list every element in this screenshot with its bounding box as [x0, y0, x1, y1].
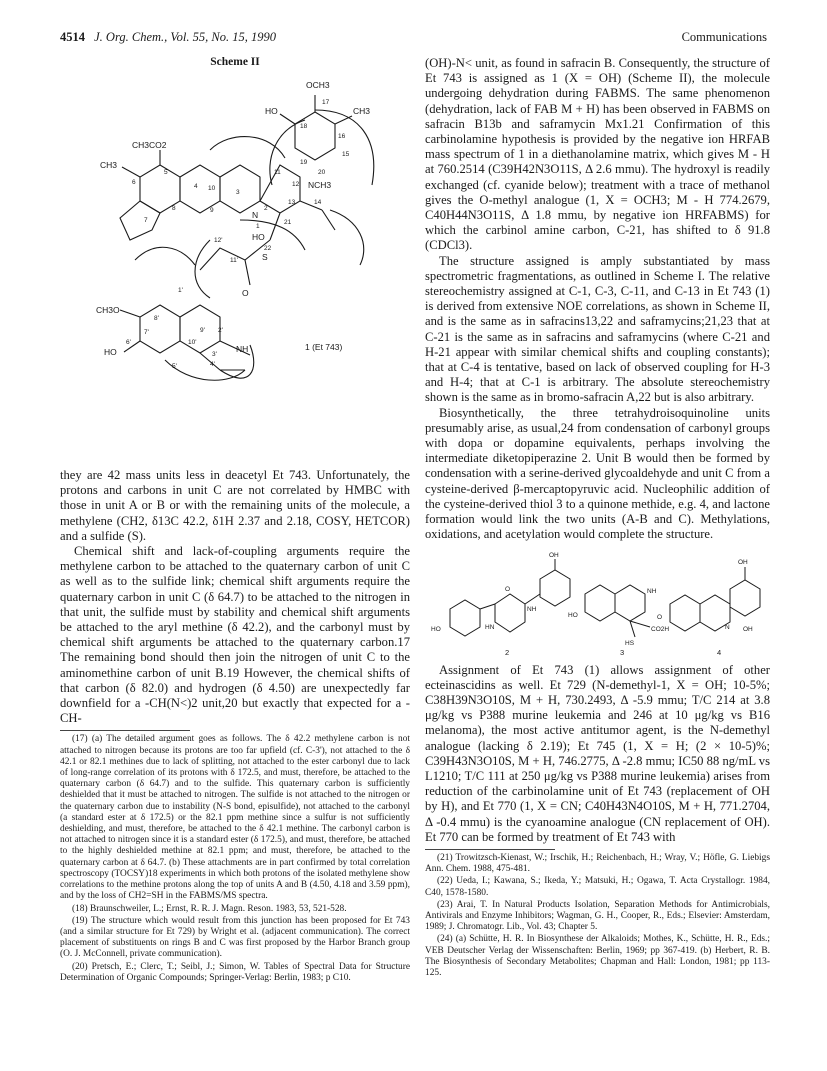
- atom-number-2: 2: [264, 205, 268, 212]
- footnote-rule-left: [60, 730, 190, 731]
- atom-ho-2: HO: [431, 625, 441, 633]
- footnote-17: (17) (a) The detailed argument goes as follows. The δ 42.2 methylene carbon is not attached to nitrogen because its protons are too far upfield (cf. C-3'), not attached to the δ 42.1 or 82.1 methines due to lack of splitting, not attached to the ester carbonyl due to lack of long-range correlation of its protons with δ 172.5, and must, therefore, be attached to the quaternary carbon (δ 64.7) and to the sulfide. This quaternary carbon is sufficiently deshielded that it must be attached to nitrogen. The sulfide is not attached to the nitrogen or the quaternary carbon due to instability (N-S bond, episulfide), not attached to the carbonyl (a standard ester at δ 172.5) or the 82.1 ppm methine since a sulfur is not sufficiently deshielding, and must, therefore, be attached to the δ 42.1 methine. The carbonyl carbon is not attached to nitrogen since it is a standard ester (δ 172.5), and must, therefore, be attached to the highly deshielded methine at 82.1 ppm; and must, therefore, be attached to the quaternary carbon at δ 64.7. (b) These attachments are in part confirmed by total correlation spectroscopy (TOCSY)18 experiments in which both protons of the isolated methylene show correlations to the methine protons along the top of units A and B (4.50, 4.18 and 3.59 ppm), and by the loss of CH2=SH in the FABMS/MS spectra.: [60, 734, 410, 902]
- atom-number-15: 15: [342, 151, 350, 158]
- atom-number-1p: 1': [178, 287, 183, 294]
- left-paragraph-2: Chemical shift and lack-of-coupling arguments require the methylene carbon to be attached to the quaternary carbon of unit C as well as to the sulfide link; chemical shift arguments require the quaternary carbon in unit C (δ 64.7) to be attached to the nitrogen in that unit, the sulfide must by stability and chemical shift arguments be attached to the aryl methine (δ 42.2), and the carbonyl must by chemical shift arguments be attached to the quaternary carbon.17 The remaining bond should then join the nitrogen of unit C to the aminomethine carbon of unit B.19 However, the chemical shifts of that carbon (δ 82.0) and hydrogen (δ 4.50) are unexpectedly far downfield for a -CH(N<)2 unit,20 but exactly that expected for a -CH-: [60, 544, 410, 726]
- footnote-22: (22) Ueda, I.; Kawana, S.; Ikeda, Y.; Matsuki, H.; Ogawa, T. Acta Crystallogr. 1984, C40, 1578-1580.: [425, 876, 770, 898]
- atom-number-11: 11: [274, 169, 281, 176]
- atom-number-18: 18: [300, 123, 308, 130]
- compound-label-1: 1 (Et 743): [305, 342, 343, 352]
- label-nh: NH: [236, 344, 249, 354]
- section-name: Communications: [681, 30, 767, 44]
- atom-number-9: 9: [210, 207, 214, 214]
- footnote-rule-right: [425, 849, 555, 850]
- atom-nh-3: NH: [647, 587, 657, 595]
- label-n: N: [252, 210, 259, 220]
- atom-number-7: 7: [144, 217, 148, 224]
- atom-number-4: 4: [194, 183, 198, 190]
- atom-number-1: 1: [256, 223, 260, 230]
- running-header: [60, 30, 767, 50]
- left-paragraph-1: they are 42 mass units less in deacetyl Et 743. Unfortunately, the protons and carbons in unit C are not correlated by HMBC with those in unit A or B or with the remaining units of the molecule, a methylene (CH2, δ13C 42.2, δ1H 2.37 and 2.18, COSY, HETCOR) and a sulfide (S).: [60, 468, 410, 543]
- structure-label-2: 2: [505, 647, 510, 657]
- atom-number-3: 3: [236, 189, 240, 196]
- label-ho-mid: HO: [252, 232, 265, 242]
- atom-n-4: N: [725, 623, 730, 631]
- right-paragraph-3: Biosynthetically, the three tetrahydroisoquinoline units presumably arise, as usual,24 from condensation of carbonyl groups with dopa or dopamine equivalents, perhaps involving the intermediate diketopiperazine 2. Unit B would then be formed by condensation with a serine-derived glycoaldehyde and unit C from a cysteine-derived β-mercaptopyruvic acid. Nucleophilic addition of the cysteine-derived thiol 3 to a quinone methide, e.g. 4, and lactone formation would link the two units (A-B and C). Methylations, oxidations, and acetylation would complete the structure.: [425, 405, 770, 542]
- atom-number-8: 8: [172, 205, 176, 212]
- label-ho-bottom: HO: [104, 347, 117, 357]
- atom-number-12: 12: [292, 181, 300, 188]
- footnote-20: (20) Pretsch, E.; Clerc, T.; Seibl, J.; Simon, W. Tables of Spectral Data for Structure Determination of Organic Compounds; Springer-Verlag: Berlin, 1983; p C10.: [60, 961, 410, 983]
- atom-number-22: 22: [264, 245, 272, 252]
- label-o: O: [242, 288, 249, 298]
- page-number: 4514: [60, 30, 85, 44]
- right-paragraph-1: (OH)-N< unit, as found in safracin B. Consequently, the structure of Et 743 is assigned as 1 (X = OH) (Scheme II), the molecule undergoing dehydration during FABMS. The same phenomenon (dehydration, lack of FAB M + H) has been observed in FABMS on safracin B13b and saframycin Mx1.21 Confirmation of this carbinolamine hypothesis is provided by the negative ion HRFAB mass spectrum of 1 in a diethanolamine matrix, which gives M - H at 760.2514 (C39H42N3O11S, Δ 2.6 mmu). The hydroxyl is readily exchanged (cf. cyanide below); treatment with a trace of methanol gives the O-methyl analogue (1, X = OCH3; M - H 774.2679, C40H44N3O11S, Δ 1.8 mmu, by negative ion HRFABMS) for which the carbinol amine carbon, C-21, has shifted to δ 91.8 (CDCl3).: [425, 56, 770, 253]
- label-ch3o: CH3O: [96, 305, 120, 315]
- footnote-18: (18) Braunschweiler, L.; Ernst, R. R. J. Magn. Reson. 1983, 53, 521-528.: [72, 903, 347, 914]
- footnote-21: (21) Trowitzsch-Kienast, W.; Irschik, H.; Reichenbach, H.; Wray, V.; Höfle, G. Liebigs Ann. Chem. 1988, 475-481.: [425, 852, 770, 875]
- atom-oh-4: OH: [738, 558, 748, 566]
- atom-number-2p: 2': [218, 327, 223, 334]
- journal-citation: J. Org. Chem., Vol. 55, No. 15, 1990: [94, 30, 276, 44]
- atom-number-16: 16: [338, 133, 346, 140]
- atom-number-10p: 10': [188, 339, 197, 346]
- structure-label-4: 4: [717, 647, 722, 657]
- atom-number-14: 14: [314, 199, 322, 206]
- structure-label-3: 3: [620, 647, 625, 657]
- label-nch3: NCH3: [308, 180, 332, 190]
- atom-number-3p: 3': [212, 351, 217, 358]
- label-och3: OCH3: [306, 80, 330, 90]
- label-ch3: CH3: [100, 160, 118, 170]
- label-ch3-right: CH3: [353, 106, 371, 116]
- atom-number-21: 21: [284, 219, 292, 226]
- atom-number-6: 6: [132, 179, 136, 186]
- atom-hs-3: HS: [625, 639, 635, 647]
- atom-ho-3: HO: [568, 611, 578, 619]
- atom-number-6p: 6': [126, 339, 131, 346]
- atom-oh-4b: OH: [743, 625, 753, 633]
- atom-number-9p: 9': [200, 327, 205, 334]
- left-footnotes: [60, 734, 410, 983]
- atom-number-11p: 11': [230, 257, 238, 264]
- atom-number-10: 10: [208, 185, 216, 192]
- atom-number-5p: 5': [172, 363, 177, 370]
- atom-o-4: O: [657, 613, 663, 621]
- atom-nh-2: NH: [527, 605, 537, 613]
- atom-number-17: 17: [322, 99, 330, 106]
- atom-number-5: 5: [164, 169, 168, 176]
- atom-hn-2: HN: [485, 623, 495, 631]
- label-s: S: [262, 252, 268, 262]
- scheme-title: Scheme II: [210, 56, 260, 68]
- right-paragraph-4: Assignment of Et 743 (1) allows assignment of other ecteinascidins as well. Et 729 (N-demethyl-1, X = OH; 10-5%; C38H39N3O10S, M + H, 730.2493, Δ -5.9 mmu; T/C 214 at 3.8 μg/kg vs P388 murine leukemia and 246 at 10 μg/kg vs B16 melanoma), the most active antitumor agent, is the N-demethyl analogue (lacking δ 2.19); Et 745 (1, X = H; (2 × 10-5)%; C39H43N3O10S, M + H, 746.2775, Δ -2.8 mmu; IC50 88 ng/mL vs L1210; T/C 111 at 250 μg/kg vs P388 murine leukemia) arises from reduction of the carbinolamine unit of Et 743 (replacement of OH by H), and Et 770 (1, X = CN; C40H43N4O10S, M + H, 771.2704, Δ -0.4 mmu) is the cyanoamine analogue (CN replacement of OH). Et 770 can be formed by treatment of Et 743 with: [425, 662, 770, 844]
- atom-co2h-3: CO2H: [651, 625, 670, 633]
- atom-number-4p: 4': [210, 361, 215, 368]
- atom-number-7p: 7': [144, 329, 149, 336]
- right-paragraph-2: The structure assigned is amply substantiated by mass spectrometric fragmentations, as outlined in Scheme I. The relative stereochemistry assigned at C-1, C-3, C-11, and C-13 in Et 743 (1) is derived from extensive NOE correlations, as shown in Scheme II, and is the same as in safracins13,22 and saframycins;21,23 that at C-21 is the same as in safracins and saframycins (where C-21 and H-21 appear with similar chemical shifts and coupling constants); that at C-4 is tentative, based on lack of observed coupling for H-3 and H-4; that at C-1 is arbitrary. The absolute stereochemistry shown is the same as in bromo-safracin A,22 but is also arbitrary.: [425, 253, 770, 405]
- atom-o-2: O: [505, 585, 511, 593]
- atom-number-8p: 8': [154, 315, 159, 322]
- atom-number-12p: 12': [214, 237, 223, 244]
- biosynthesis-structures: [425, 549, 770, 659]
- footnote-24: (24) (a) Schütte, H. R. In Biosynthese der Alkaloids; Mothes, K., Schütte, H. R., Eds.; VEB Deutscher Verlag der Wissenschaften: Berlin, 1969; pp 367-419. (b) Herbert, R. B. The Biosynthesis of Secondary Metabolites; Chapman and Hall: London, 1981; pp 113-125.: [425, 934, 770, 978]
- right-column: [425, 56, 770, 980]
- right-footnotes: [425, 853, 770, 979]
- atom-number-19: 19: [300, 159, 308, 166]
- footnote-23: (23) Arai, T. In Natural Products Isolation, Separation Methods for Antimicrobials, Antivirals and Enzyme Inhibitors; Wagman, G. H., Cooper, R., Eds.; Elsevier: Amsterdam, 1989; J. Chromatogr. Lib., Vol. 43; Chapter 5.: [425, 899, 770, 933]
- atom-number-13: 13: [288, 199, 296, 206]
- left-column: [60, 468, 410, 985]
- footnote-19: (19) The structure which would result from this junction has been proposed for Et 743 (and a similar structure for Et 729) by Wright et al. (adjacent communication). The correct placement of substituents on rings B and C was first proposed by the Harbor Branch group (O. J. McConnell, private communication).: [60, 915, 410, 960]
- scheme-ii-structure: [60, 70, 410, 465]
- label-ho-top: HO: [265, 106, 278, 116]
- atom-number-20: 20: [318, 169, 326, 176]
- label-ch3co2: CH3CO2: [132, 140, 167, 150]
- atom-oh-2: OH: [549, 551, 559, 559]
